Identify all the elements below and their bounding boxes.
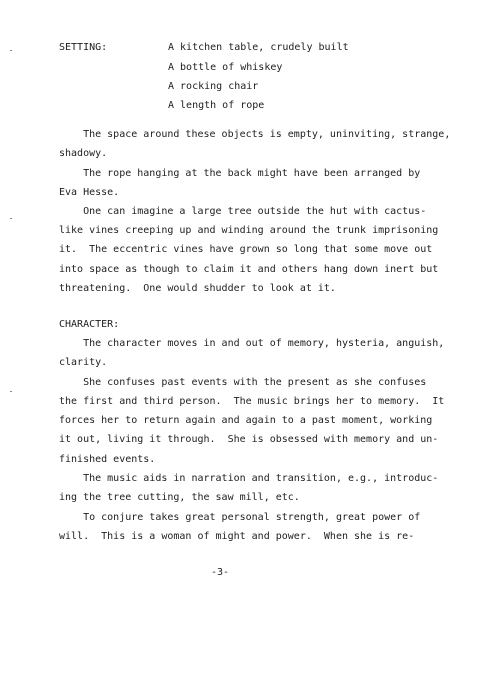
- paragraph-line: shadowy.: [59, 148, 108, 159]
- paragraph-line: She confuses past events with the present as she confuses: [59, 377, 427, 388]
- paragraph-line: forces her to return again and again to a past moment, working: [59, 415, 433, 426]
- paragraph-line: threatening. One would shudder to look at it.: [59, 283, 336, 294]
- setting-item: A kitchen table, crudely built: [168, 42, 349, 53]
- paragraph-line: To conjure takes great personal strength, great power of: [59, 512, 421, 523]
- paragraph-line: The space around these objects is empty, uninviting, strange,: [59, 129, 451, 140]
- paragraph-line: The character moves in and out of memory, hysteria, anguish,: [59, 338, 445, 349]
- margin-mark: [10, 218, 12, 219]
- paragraph-line: it. The eccentric vines have grown so long that some move out: [59, 244, 433, 255]
- character-label: CHARACTER:: [59, 319, 120, 330]
- paragraph-line: ing the tree cutting, the saw mill, etc.: [59, 492, 300, 503]
- paragraph-line: finished events.: [59, 454, 156, 465]
- setting-item: A bottle of whiskey: [168, 62, 283, 73]
- paragraph-line: clarity.: [59, 357, 108, 368]
- page-number: -3-: [211, 567, 230, 578]
- paragraph-line: will. This is a woman of might and power. When she is re-: [59, 531, 415, 542]
- margin-mark: [10, 391, 12, 392]
- paragraph-line: it out, living it through. She is obsessed with memory and un-: [59, 434, 439, 445]
- paragraph-line: into space as though to claim it and others hang down inert but: [59, 264, 439, 275]
- paragraph-line: the first and third person. The music brings her to memory. It: [59, 396, 445, 407]
- paragraph-line: The music aids in narration and transition, e.g., introduc-: [59, 473, 439, 484]
- setting-label: SETTING:: [59, 42, 108, 53]
- margin-mark: [10, 50, 12, 51]
- setting-item: A length of rope: [168, 100, 265, 111]
- paragraph-line: like vines creeping up and winding around the trunk imprisoning: [59, 225, 439, 236]
- paragraph-line: The rope hanging at the back might have been arranged by: [59, 168, 421, 179]
- paragraph-line: Eva Hesse.: [59, 187, 120, 198]
- paragraph-line: One can imagine a large tree outside the hut with cactus-: [59, 206, 427, 217]
- setting-item: A rocking chair: [168, 81, 259, 92]
